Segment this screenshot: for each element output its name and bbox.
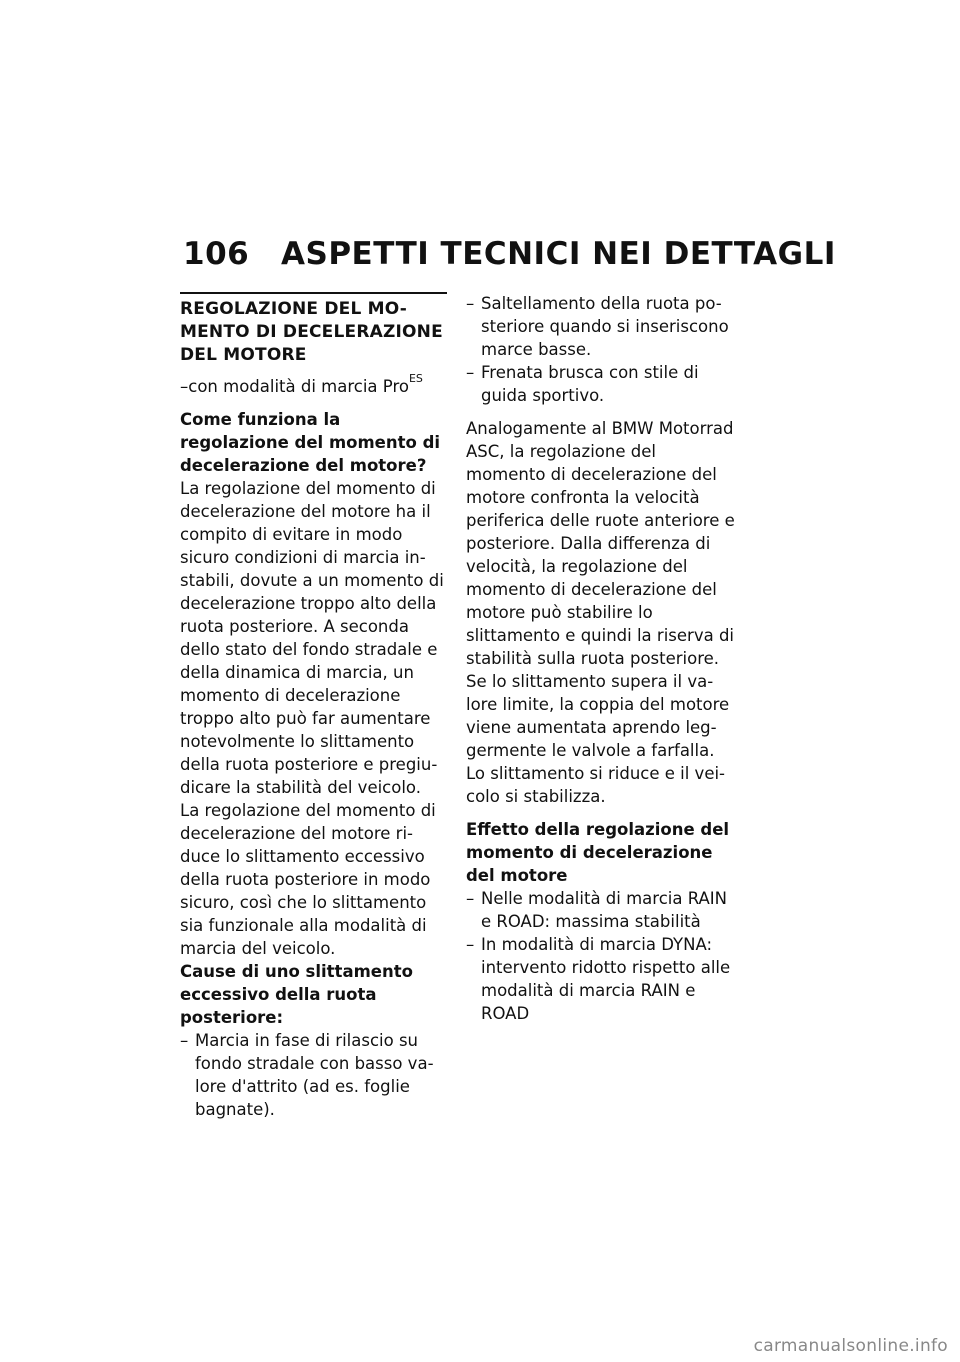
- page-title: ASPETTI TECNICI NEI DETTAGLI: [281, 236, 836, 272]
- causes-list-left: [180, 1029, 452, 1121]
- section-divider: [180, 292, 447, 294]
- note-text: con modalità di marcia Pro: [188, 377, 409, 396]
- question-how-it-works: Come funziona la regolazione del momento di decelerazione del motore?: [180, 410, 441, 475]
- causes-list-right: [466, 292, 738, 407]
- page-header: [183, 236, 836, 272]
- paragraph-limit: Se lo slittamento supera il va-lore limite, la coppia del motore viene aumentata aprendo leg-germente le valvole a farfalla. Lo slittamento si riduce e il vei-colo si stabilizza.: [466, 672, 730, 806]
- left-column: [180, 292, 452, 1121]
- list-item: – Frenata brusca con stile di guida sportivo.: [466, 363, 699, 405]
- note-superscript: ES: [408, 372, 423, 385]
- mode-note: [180, 372, 452, 398]
- section-title: REGOLAZIONE DEL MO- MENTO DI DECELERAZIONE DEL MOTORE: [180, 299, 443, 365]
- effects-list: [466, 887, 738, 1025]
- watermark: carmanualsonline.info: [753, 1336, 948, 1356]
- list-item: – Nelle modalità di marcia RAIN e ROAD: massima stabilità: [466, 889, 728, 931]
- question-causes: Cause di uno slittamento eccessivo della ruota posteriore:: [180, 962, 413, 1027]
- list-item: – Marcia in fase di rilascio su fondo stradale con basso va-lore d'attrito (ad es. foglie bagnate).: [180, 1031, 434, 1119]
- paragraph-comparison: Analogamente al BMW Motorrad ASC, la regolazione del momento di decelerazione del motore confronta la velocità periferica delle ruote anteriore e posteriore. Dalla differenza di velocità, la regolazione del momento di decelerazione del motore può stabilire lo slittamento e quindi la riserva di stabilità sulla ruota posteriore.: [466, 419, 735, 668]
- heading-effect: Effetto della regolazione del momento di decelerazione del motore: [466, 820, 730, 885]
- page-number: 106: [183, 236, 250, 272]
- note-dash: –: [180, 377, 189, 396]
- paragraph-reduction: La regolazione del momento di decelerazione del motore ri-duce lo slittamento eccessivo della ruota posteriore in modo sicuro, così che lo slittamento sia funzionale alla modalità di marcia del veicolo.: [180, 801, 436, 958]
- list-item: – Saltellamento della ruota po-steriore quando si inseriscono marce basse.: [466, 294, 729, 359]
- list-item: – In modalità di marcia DYNA: intervento ridotto rispetto alle modalità di marcia RAIN e ROAD: [466, 935, 731, 1023]
- paragraph-purpose: La regolazione del momento di decelerazione del motore ha il compito di evitare in modo sicuro condizioni di marcia in-stabili, dovute a un momento di decelerazione troppo alto della ruota posteriore. A seconda dello stato del fondo stradale e della dinamica di marcia, un momento di decelerazione troppo alto può far aumentare notevolmente lo slittamento della ruota posteriore e pregiu-dicare la stabilità del veicolo.: [180, 479, 444, 797]
- right-column: [466, 292, 738, 1025]
